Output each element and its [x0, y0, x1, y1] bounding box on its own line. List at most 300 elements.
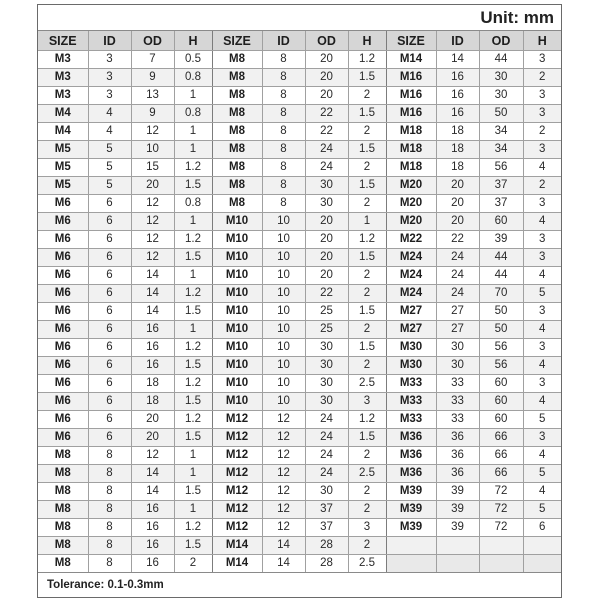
od-cell: 72 — [479, 483, 523, 501]
size-cell: M22 — [386, 231, 436, 249]
id-cell: 8 — [88, 555, 131, 573]
size-cell: M6 — [38, 339, 88, 357]
id-cell: 36 — [436, 447, 479, 465]
id-cell: 36 — [436, 465, 479, 483]
od-cell: 12 — [131, 123, 174, 141]
id-cell: 6 — [88, 321, 131, 339]
od-cell: 60 — [479, 393, 523, 411]
h-cell: 1.2 — [174, 375, 212, 393]
table-row — [38, 213, 561, 231]
od-cell: 22 — [305, 285, 348, 303]
empty-cell — [523, 537, 561, 555]
empty-cell — [386, 537, 436, 555]
size-cell: M16 — [386, 87, 436, 105]
id-cell: 24 — [436, 249, 479, 267]
size-cell: M8 — [212, 141, 262, 159]
size-cell: M36 — [386, 465, 436, 483]
od-cell: 50 — [479, 321, 523, 339]
od-cell: 16 — [131, 339, 174, 357]
size-cell: M8 — [212, 195, 262, 213]
h-cell: 3 — [523, 249, 561, 267]
id-cell: 10 — [262, 249, 305, 267]
table-row — [38, 51, 561, 69]
table-row — [38, 501, 561, 519]
table-row — [38, 411, 561, 429]
id-cell: 36 — [436, 429, 479, 447]
h-cell: 2 — [348, 195, 386, 213]
id-cell: 33 — [436, 375, 479, 393]
id-cell: 8 — [88, 519, 131, 537]
size-cell: M39 — [386, 501, 436, 519]
h-cell: 1 — [174, 501, 212, 519]
od-cell: 16 — [131, 519, 174, 537]
h-cell: 2.5 — [348, 555, 386, 573]
id-cell: 16 — [436, 105, 479, 123]
size-cell: M12 — [212, 447, 262, 465]
table-row — [38, 285, 561, 303]
size-cell: M14 — [212, 555, 262, 573]
od-cell: 30 — [479, 87, 523, 105]
id-cell: 8 — [262, 105, 305, 123]
od-cell: 25 — [305, 321, 348, 339]
id-cell: 4 — [88, 123, 131, 141]
h-cell: 1.5 — [348, 339, 386, 357]
od-cell: 24 — [305, 141, 348, 159]
id-cell: 6 — [88, 357, 131, 375]
id-cell: 18 — [436, 123, 479, 141]
id-cell: 12 — [262, 519, 305, 537]
id-cell: 10 — [262, 321, 305, 339]
od-cell: 16 — [131, 357, 174, 375]
size-cell: M39 — [386, 483, 436, 501]
table-header — [38, 31, 561, 51]
h-cell: 4 — [523, 321, 561, 339]
size-cell: M8 — [38, 519, 88, 537]
tolerance-note: Tolerance: 0.1-0.3mm — [47, 579, 164, 591]
size-cell: M8 — [38, 447, 88, 465]
h-cell: 2 — [348, 447, 386, 465]
id-cell: 6 — [88, 339, 131, 357]
h-cell: 5 — [523, 465, 561, 483]
id-cell: 6 — [88, 303, 131, 321]
id-cell: 20 — [436, 213, 479, 231]
empty-cell — [479, 555, 523, 573]
title-row — [38, 5, 561, 31]
id-cell: 3 — [88, 51, 131, 69]
table-row — [38, 465, 561, 483]
od-cell: 37 — [479, 177, 523, 195]
od-cell: 56 — [479, 357, 523, 375]
header-id: ID — [88, 31, 131, 51]
h-cell: 1 — [174, 87, 212, 105]
h-cell: 5 — [523, 285, 561, 303]
od-cell: 30 — [305, 357, 348, 375]
id-cell: 10 — [262, 213, 305, 231]
h-cell: 1.5 — [174, 393, 212, 411]
table-row — [38, 519, 561, 537]
id-cell: 39 — [436, 501, 479, 519]
od-cell: 13 — [131, 87, 174, 105]
h-cell: 4 — [523, 357, 561, 375]
od-cell: 22 — [305, 123, 348, 141]
id-cell: 12 — [262, 465, 305, 483]
id-cell: 27 — [436, 303, 479, 321]
od-cell: 20 — [305, 69, 348, 87]
h-cell: 2.5 — [348, 375, 386, 393]
size-cell: M24 — [386, 285, 436, 303]
od-cell: 37 — [479, 195, 523, 213]
id-cell: 18 — [436, 141, 479, 159]
header-size: SIZE — [38, 31, 88, 51]
h-cell: 4 — [523, 447, 561, 465]
od-cell: 50 — [479, 105, 523, 123]
size-cell: M8 — [212, 123, 262, 141]
h-cell: 2 — [348, 357, 386, 375]
h-cell: 2 — [348, 267, 386, 285]
id-cell: 20 — [436, 195, 479, 213]
h-cell: 1.5 — [174, 483, 212, 501]
header-od: OD — [479, 31, 523, 51]
id-cell: 5 — [88, 159, 131, 177]
h-cell: 1.5 — [174, 537, 212, 555]
table-row — [38, 159, 561, 177]
size-cell: M8 — [212, 105, 262, 123]
od-cell: 66 — [479, 447, 523, 465]
size-cell: M6 — [38, 231, 88, 249]
id-cell: 6 — [88, 267, 131, 285]
od-cell: 16 — [131, 537, 174, 555]
h-cell: 1.5 — [348, 177, 386, 195]
h-cell: 1.2 — [174, 519, 212, 537]
h-cell: 4 — [523, 267, 561, 285]
od-cell: 20 — [131, 411, 174, 429]
h-cell: 2 — [348, 321, 386, 339]
size-cell: M8 — [212, 87, 262, 105]
od-cell: 12 — [131, 213, 174, 231]
h-cell: 2 — [348, 285, 386, 303]
h-cell: 2 — [348, 87, 386, 105]
id-cell: 18 — [436, 159, 479, 177]
h-cell: 1.2 — [174, 231, 212, 249]
table-body — [38, 51, 561, 573]
id-cell: 14 — [436, 51, 479, 69]
h-cell: 2 — [523, 177, 561, 195]
size-cell: M27 — [386, 303, 436, 321]
h-cell: 1.2 — [174, 339, 212, 357]
size-cell: M33 — [386, 393, 436, 411]
od-cell: 16 — [131, 501, 174, 519]
od-cell: 20 — [131, 177, 174, 195]
od-cell: 20 — [305, 249, 348, 267]
od-cell: 12 — [131, 195, 174, 213]
table-row — [38, 123, 561, 141]
h-cell: 2 — [348, 483, 386, 501]
id-cell: 3 — [88, 69, 131, 87]
id-cell: 30 — [436, 357, 479, 375]
h-cell: 3 — [523, 375, 561, 393]
size-cell: M24 — [386, 249, 436, 267]
table-row — [38, 339, 561, 357]
id-cell: 8 — [88, 501, 131, 519]
header-h: H — [174, 31, 212, 51]
od-cell: 25 — [305, 303, 348, 321]
size-cell: M14 — [212, 537, 262, 555]
h-cell: 2 — [348, 159, 386, 177]
size-cell: M30 — [386, 357, 436, 375]
size-cell: M6 — [38, 375, 88, 393]
h-cell: 3 — [523, 141, 561, 159]
h-cell: 1 — [174, 465, 212, 483]
size-cell: M10 — [212, 393, 262, 411]
size-cell: M8 — [38, 465, 88, 483]
id-cell: 24 — [436, 285, 479, 303]
size-cell: M10 — [212, 321, 262, 339]
id-cell: 14 — [262, 537, 305, 555]
h-cell: 3 — [523, 429, 561, 447]
h-cell: 1.2 — [348, 411, 386, 429]
size-cell: M27 — [386, 321, 436, 339]
h-cell: 1 — [174, 321, 212, 339]
h-cell: 1 — [174, 447, 212, 465]
h-cell: 3 — [523, 231, 561, 249]
od-cell: 20 — [305, 87, 348, 105]
size-cell: M4 — [38, 105, 88, 123]
spec-table-card — [37, 4, 562, 598]
h-cell: 1.5 — [174, 429, 212, 447]
h-cell: 1.5 — [348, 303, 386, 321]
id-cell: 12 — [262, 429, 305, 447]
size-cell: M8 — [212, 177, 262, 195]
size-cell: M30 — [386, 339, 436, 357]
h-cell: 1.5 — [174, 177, 212, 195]
size-cell: M6 — [38, 303, 88, 321]
od-cell: 28 — [305, 555, 348, 573]
od-cell: 34 — [479, 123, 523, 141]
id-cell: 6 — [88, 195, 131, 213]
h-cell: 3 — [348, 393, 386, 411]
od-cell: 14 — [131, 267, 174, 285]
h-cell: 1 — [174, 213, 212, 231]
size-spec-table — [38, 31, 561, 572]
header-od: OD — [305, 31, 348, 51]
size-cell: M10 — [212, 231, 262, 249]
header-od: OD — [131, 31, 174, 51]
size-cell: M6 — [38, 213, 88, 231]
size-cell: M6 — [38, 249, 88, 267]
id-cell: 10 — [262, 357, 305, 375]
od-cell: 56 — [479, 339, 523, 357]
od-cell: 20 — [305, 267, 348, 285]
unit-label: Unit: mm — [480, 7, 554, 27]
id-cell: 5 — [88, 141, 131, 159]
od-cell: 9 — [131, 105, 174, 123]
size-cell: M5 — [38, 159, 88, 177]
size-cell: M12 — [212, 501, 262, 519]
size-cell: M8 — [38, 555, 88, 573]
id-cell: 10 — [262, 267, 305, 285]
id-cell: 22 — [436, 231, 479, 249]
size-cell: M8 — [38, 537, 88, 555]
od-cell: 44 — [479, 267, 523, 285]
size-cell: M12 — [212, 411, 262, 429]
id-cell: 20 — [436, 177, 479, 195]
od-cell: 44 — [479, 51, 523, 69]
table-row — [38, 141, 561, 159]
size-cell: M18 — [386, 159, 436, 177]
h-cell: 5 — [523, 411, 561, 429]
table-row — [38, 375, 561, 393]
id-cell: 4 — [88, 105, 131, 123]
table-row — [38, 303, 561, 321]
h-cell: 1.5 — [348, 69, 386, 87]
size-cell: M10 — [212, 357, 262, 375]
table-row — [38, 357, 561, 375]
size-cell: M8 — [212, 69, 262, 87]
od-cell: 20 — [305, 51, 348, 69]
od-cell: 14 — [131, 285, 174, 303]
size-cell: M5 — [38, 177, 88, 195]
h-cell: 1.2 — [174, 285, 212, 303]
id-cell: 12 — [262, 483, 305, 501]
id-cell: 6 — [88, 411, 131, 429]
od-cell: 14 — [131, 483, 174, 501]
h-cell: 1.5 — [348, 105, 386, 123]
h-cell: 3 — [523, 303, 561, 321]
h-cell: 3 — [523, 105, 561, 123]
h-cell: 1.2 — [348, 231, 386, 249]
od-cell: 20 — [305, 231, 348, 249]
id-cell: 33 — [436, 393, 479, 411]
od-cell: 22 — [305, 105, 348, 123]
id-cell: 8 — [262, 69, 305, 87]
id-cell: 3 — [88, 87, 131, 105]
id-cell: 10 — [262, 285, 305, 303]
table-row — [38, 429, 561, 447]
od-cell: 30 — [305, 177, 348, 195]
od-cell: 70 — [479, 285, 523, 303]
od-cell: 7 — [131, 51, 174, 69]
h-cell: 2 — [348, 123, 386, 141]
od-cell: 12 — [131, 249, 174, 267]
id-cell: 10 — [262, 231, 305, 249]
header-id: ID — [436, 31, 479, 51]
id-cell: 6 — [88, 393, 131, 411]
id-cell: 8 — [88, 537, 131, 555]
header-id: ID — [262, 31, 305, 51]
table-row — [38, 447, 561, 465]
id-cell: 8 — [88, 483, 131, 501]
id-cell: 6 — [88, 213, 131, 231]
id-cell: 16 — [436, 69, 479, 87]
id-cell: 33 — [436, 411, 479, 429]
od-cell: 30 — [305, 483, 348, 501]
h-cell: 2 — [523, 69, 561, 87]
od-cell: 50 — [479, 303, 523, 321]
size-cell: M3 — [38, 87, 88, 105]
empty-cell — [436, 537, 479, 555]
table-row — [38, 321, 561, 339]
size-cell: M6 — [38, 267, 88, 285]
size-cell: M20 — [386, 177, 436, 195]
size-cell: M14 — [386, 51, 436, 69]
size-cell: M10 — [212, 303, 262, 321]
h-cell: 0.8 — [174, 195, 212, 213]
size-cell: M6 — [38, 411, 88, 429]
h-cell: 3 — [523, 339, 561, 357]
od-cell: 12 — [131, 231, 174, 249]
table-row — [38, 105, 561, 123]
id-cell: 8 — [262, 141, 305, 159]
od-cell: 30 — [479, 69, 523, 87]
size-cell: M16 — [386, 69, 436, 87]
h-cell: 6 — [523, 519, 561, 537]
h-cell: 2 — [348, 501, 386, 519]
size-cell: M18 — [386, 141, 436, 159]
h-cell: 1.5 — [348, 141, 386, 159]
h-cell: 4 — [523, 483, 561, 501]
id-cell: 10 — [262, 393, 305, 411]
h-cell: 4 — [523, 393, 561, 411]
size-cell: M16 — [386, 105, 436, 123]
od-cell: 30 — [305, 393, 348, 411]
size-cell: M18 — [386, 123, 436, 141]
h-cell: 4 — [523, 213, 561, 231]
od-cell: 18 — [131, 375, 174, 393]
id-cell: 6 — [88, 249, 131, 267]
od-cell: 16 — [131, 555, 174, 573]
size-cell: M20 — [386, 195, 436, 213]
h-cell: 1.2 — [174, 159, 212, 177]
empty-cell — [386, 555, 436, 573]
id-cell: 8 — [262, 159, 305, 177]
h-cell: 1 — [174, 123, 212, 141]
id-cell: 14 — [262, 555, 305, 573]
size-cell: M4 — [38, 123, 88, 141]
table-row — [38, 195, 561, 213]
od-cell: 56 — [479, 159, 523, 177]
od-cell: 39 — [479, 231, 523, 249]
h-cell: 1.2 — [348, 51, 386, 69]
size-cell: M12 — [212, 483, 262, 501]
size-cell: M12 — [212, 465, 262, 483]
id-cell: 8 — [262, 195, 305, 213]
size-cell: M6 — [38, 195, 88, 213]
h-cell: 3 — [523, 51, 561, 69]
size-cell: M8 — [38, 501, 88, 519]
id-cell: 6 — [88, 429, 131, 447]
od-cell: 66 — [479, 465, 523, 483]
header-size: SIZE — [386, 31, 436, 51]
table-row — [38, 231, 561, 249]
id-cell: 8 — [262, 87, 305, 105]
od-cell: 30 — [305, 375, 348, 393]
id-cell: 30 — [436, 339, 479, 357]
od-cell: 24 — [305, 465, 348, 483]
size-cell: M8 — [212, 51, 262, 69]
h-cell: 5 — [523, 501, 561, 519]
od-cell: 14 — [131, 465, 174, 483]
header-h: H — [348, 31, 386, 51]
od-cell: 66 — [479, 429, 523, 447]
od-cell: 24 — [305, 447, 348, 465]
h-cell: 3 — [523, 195, 561, 213]
h-cell: 1.2 — [174, 411, 212, 429]
od-cell: 24 — [305, 159, 348, 177]
table-row — [38, 249, 561, 267]
od-cell: 20 — [305, 213, 348, 231]
id-cell: 39 — [436, 483, 479, 501]
h-cell: 2.5 — [348, 465, 386, 483]
